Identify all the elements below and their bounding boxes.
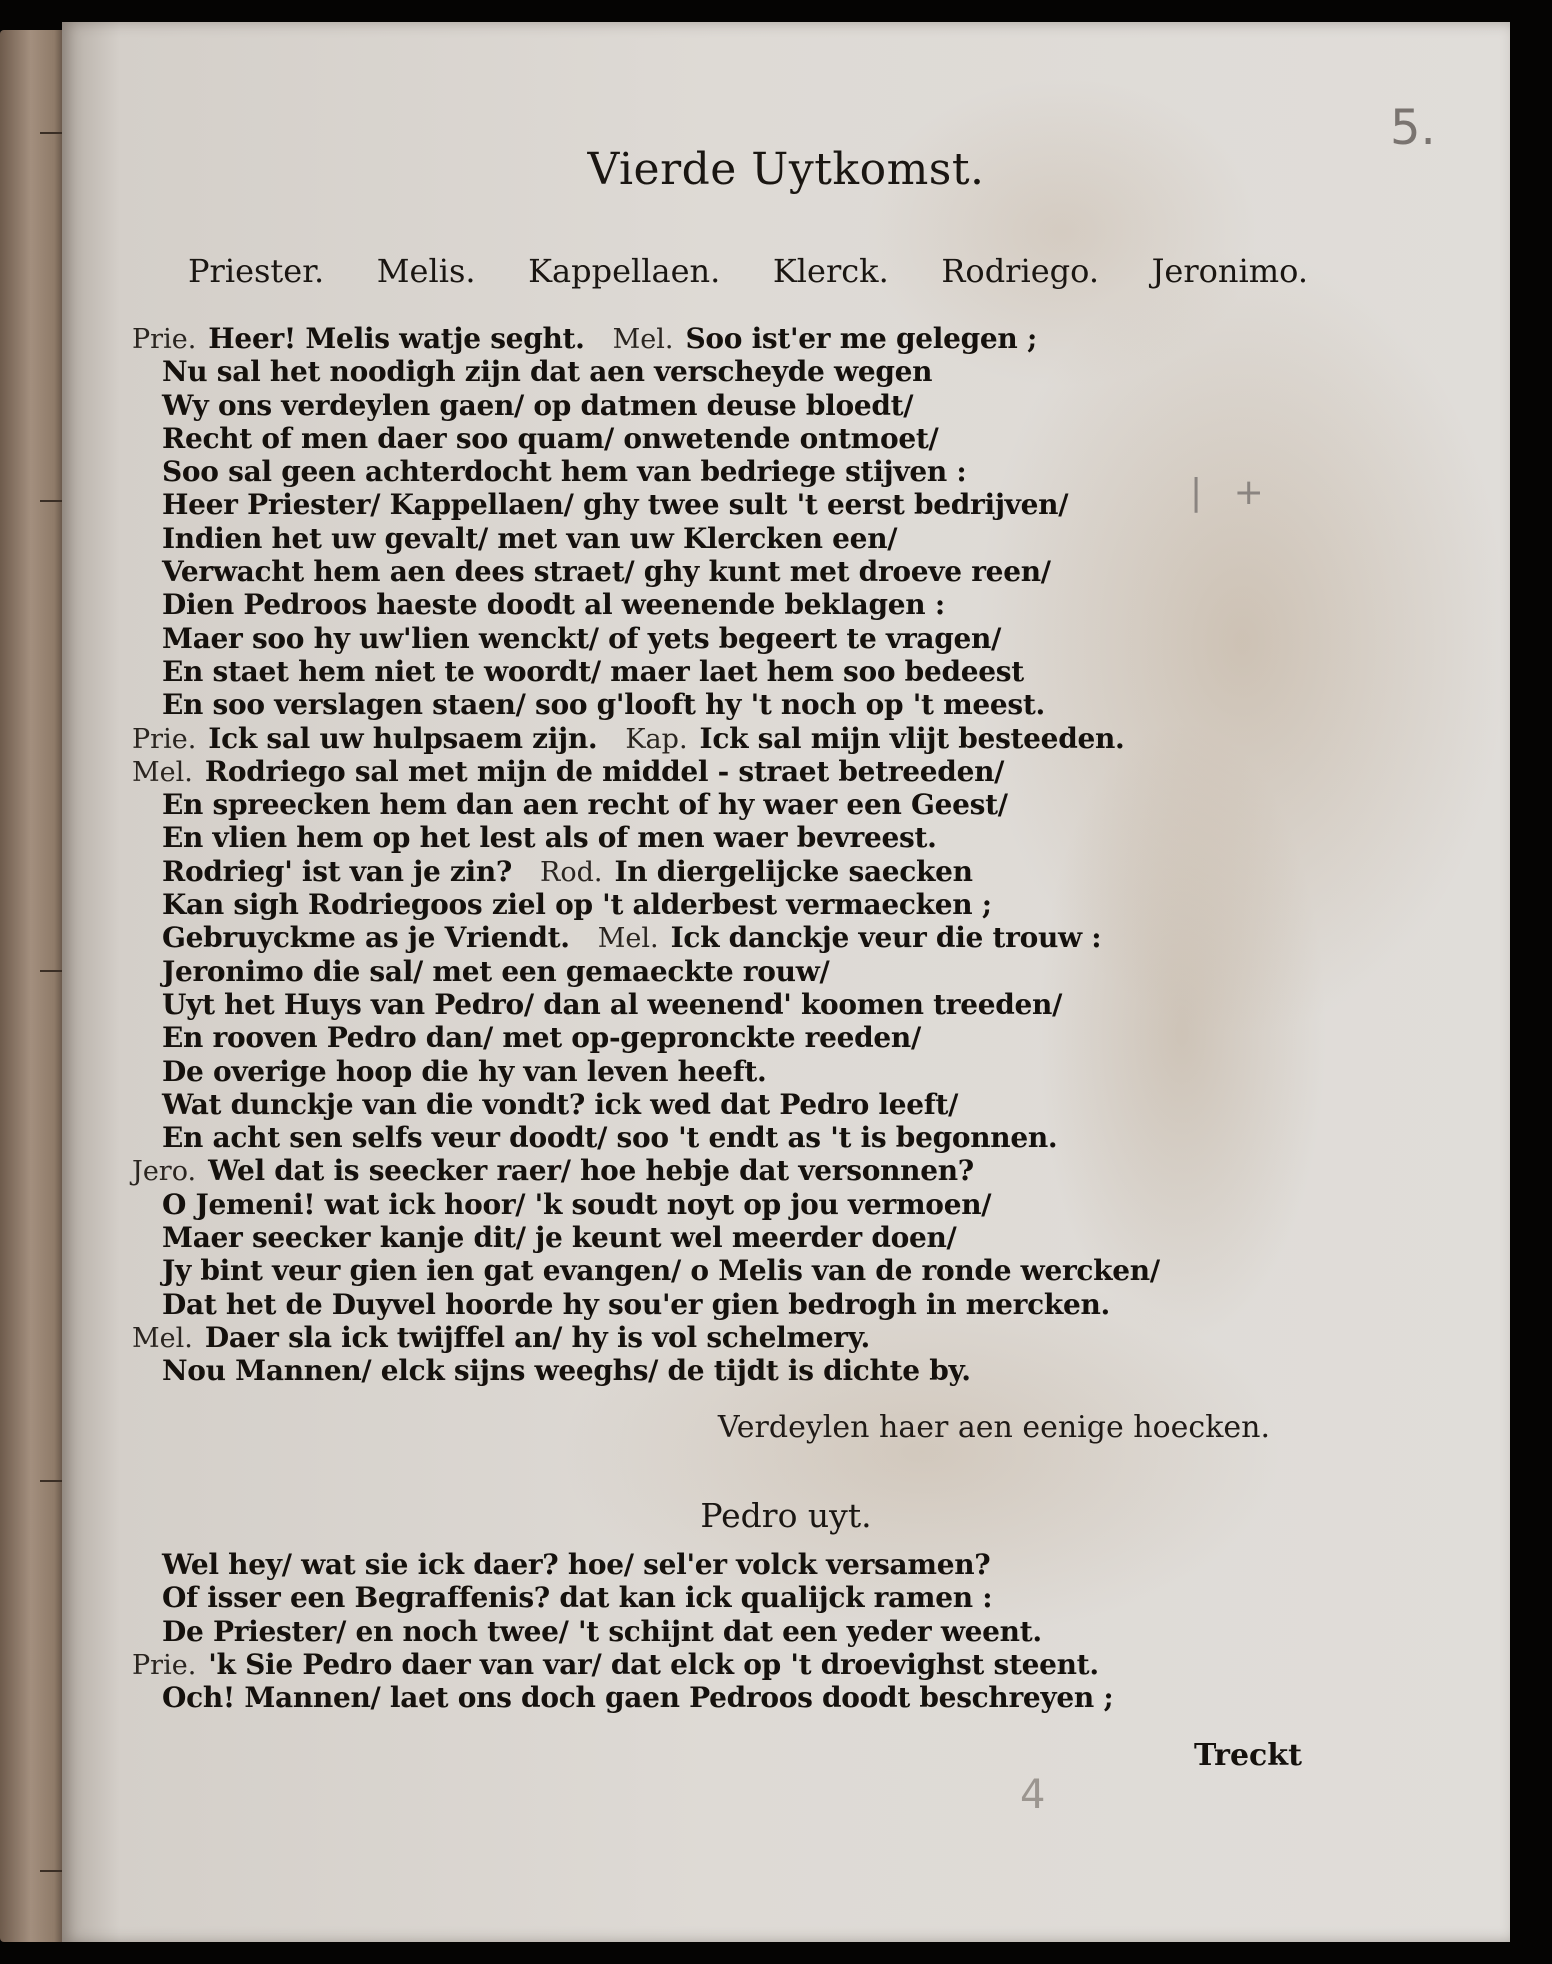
verse-text: 'k Sie Pedro daer van var/ dat elck op 't droevighst steent. bbox=[208, 1647, 1099, 1681]
verse-line bbox=[62, 921, 1510, 954]
cast-list bbox=[188, 252, 1308, 290]
verse-line bbox=[62, 1648, 1510, 1681]
verse-line bbox=[62, 422, 1510, 455]
verse-line bbox=[62, 1188, 1510, 1221]
speaker-label: Mel. bbox=[132, 756, 193, 788]
verse-line bbox=[62, 1681, 1510, 1714]
verse-text: Ick danckje veur die trouw : bbox=[670, 921, 1102, 955]
verse-text: Soo sal geen achterdocht hem van bedriege stijven : bbox=[162, 455, 967, 489]
speaker-label: Mel. bbox=[597, 923, 659, 955]
verse-text: Kan sigh Rodriegoos ziel op 't alderbest vermaecken ; bbox=[162, 888, 992, 922]
verse-line bbox=[62, 488, 1510, 521]
verse-text: En acht sen selfs veur doodt/ soo 't endt as 't is begonnen. bbox=[162, 1121, 1058, 1155]
verse-line bbox=[62, 855, 1510, 888]
verse-text: In diergelijcke saecken bbox=[614, 854, 973, 888]
verse-text: Verwacht hem aen dees straet/ ghy kunt met droeve reen/ bbox=[162, 555, 1051, 589]
verse-text: Ick sal mijn vlijt besteeden. bbox=[699, 721, 1125, 755]
verse-text: Maer soo hy uw'lien wenckt/ of yets begeert te vragen/ bbox=[162, 621, 1002, 655]
verse-line bbox=[62, 355, 1510, 388]
verse-text: Heer Priester/ Kappellaen/ ghy twee sult 't eerst bedrijven/ bbox=[162, 488, 1069, 522]
verse-text: En soo verslagen staen/ soo g'looft hy 't noch op 't meest. bbox=[162, 688, 1045, 722]
previous-page-edge bbox=[0, 30, 68, 1942]
verse-line bbox=[62, 688, 1510, 721]
cast-member: Jeronimo. bbox=[1151, 252, 1308, 290]
verse-line bbox=[62, 888, 1510, 921]
verse-text: En vlien hem op het lest als of men waer bevreest. bbox=[162, 821, 937, 855]
verse-line bbox=[62, 1154, 1510, 1187]
verse-text: Soo ist'er me gelegen ; bbox=[685, 322, 1037, 355]
verse-line bbox=[62, 1055, 1510, 1088]
catchword: Treckt bbox=[1194, 1738, 1302, 1773]
speaker-label: Jero. bbox=[132, 1156, 197, 1188]
verse-line bbox=[62, 821, 1510, 854]
verse-text: Of isser een Begraffenis? dat kan ick qualijck ramen : bbox=[162, 1581, 993, 1615]
verse-line bbox=[62, 1615, 1510, 1648]
verse-line bbox=[62, 1321, 1510, 1354]
book-page bbox=[62, 22, 1510, 1942]
verse-line bbox=[62, 955, 1510, 988]
verse-text: En staet hem niet te woordt/ maer laet hem soo bedeest bbox=[162, 654, 1024, 688]
verse-line bbox=[62, 1021, 1510, 1054]
speaker-label: Rod. bbox=[540, 856, 603, 888]
verse-line bbox=[62, 1088, 1510, 1121]
speaker-label: Mel. bbox=[612, 324, 674, 355]
verse-text: De overige hoop die hy van leven heeft. bbox=[162, 1054, 767, 1088]
verse-text: Gebruyckme as je Vriendt. bbox=[162, 921, 570, 955]
speaker-label: Prie. bbox=[132, 1649, 197, 1681]
verse-text: En spreecken hem dan aen recht of hy waer een Geest/ bbox=[162, 788, 1008, 822]
verse-text: Jeronimo die sal/ met een gemaeckte rouw/ bbox=[162, 954, 830, 988]
verse-text: Nu sal het noodigh zijn dat aen verscheyde wegen bbox=[162, 355, 933, 389]
verse-line bbox=[62, 1354, 1510, 1387]
scene-subheading: Pedro uyt. bbox=[700, 1496, 872, 1535]
verse-line bbox=[62, 1288, 1510, 1321]
speaker-label: Kap. bbox=[625, 723, 688, 755]
speaker-label: Prie. bbox=[132, 723, 197, 755]
cast-member: Kappellaen. bbox=[528, 252, 721, 290]
verse-text: Ick sal uw hulpsaem zijn. bbox=[208, 721, 598, 755]
verse-text: Heer! Melis watje seght. bbox=[208, 322, 585, 355]
verse-text: Recht of men daer soo quam/ onwetende ontmoet/ bbox=[162, 421, 939, 455]
verse-text: En rooven Pedro dan/ met op-gepronckte reeden/ bbox=[162, 1021, 921, 1055]
verse-text: Indien het uw gevalt/ met van uw Klercken een/ bbox=[162, 521, 898, 555]
cast-member: Klerck. bbox=[772, 252, 889, 290]
verse-line bbox=[62, 722, 1510, 755]
verse-line bbox=[62, 655, 1510, 688]
verse-text: Uyt het Huys van Pedro/ dan al weenend' koomen treeden/ bbox=[162, 987, 1063, 1021]
stage-direction: Verdeylen haer aen eenige hoecken. bbox=[717, 1410, 1270, 1445]
verse-line bbox=[62, 389, 1510, 422]
verse-text: Maer seecker kanje dit/ je keunt wel meerder doen/ bbox=[162, 1221, 957, 1255]
verse-line bbox=[62, 1254, 1510, 1287]
verse-text: Nou Mannen/ elck sijns weeghs/ de tijdt is dichte by. bbox=[162, 1354, 971, 1388]
verse-line bbox=[62, 1121, 1510, 1154]
verse-line bbox=[62, 322, 1510, 355]
verse-block-pedro bbox=[62, 1548, 1510, 1714]
verse-line bbox=[62, 622, 1510, 655]
verse-line bbox=[62, 588, 1510, 621]
bottom-pencil-mark: 4 bbox=[1020, 1772, 1046, 1818]
verse-text: O Jemeni! wat ick hoor/ 'k soudt noyt op jou vermoen/ bbox=[162, 1187, 992, 1221]
cast-member: Priester. bbox=[188, 252, 325, 290]
verse-text: Rodrieg' ist van je zin? bbox=[162, 854, 513, 888]
page-number: 5. bbox=[1390, 100, 1436, 156]
verse-line bbox=[62, 555, 1510, 588]
verse-line bbox=[62, 1548, 1510, 1581]
verse-text: Dien Pedroos haeste doodt al weenende beklagen : bbox=[162, 588, 945, 622]
verse-block-main bbox=[62, 322, 1510, 1388]
speaker-label: Prie. bbox=[132, 324, 197, 355]
verse-line bbox=[62, 988, 1510, 1021]
verse-line bbox=[62, 788, 1510, 821]
verse-text: Wel dat is seecker raer/ hoe hebje dat versonnen? bbox=[208, 1154, 974, 1188]
verse-text: Daer sla ick twijffel an/ hy is vol schelmery. bbox=[204, 1320, 870, 1354]
verse-text: Rodriego sal met mijn de middel - straet betreeden/ bbox=[204, 754, 1005, 788]
verse-text: Och! Mannen/ laet ons doch gaen Pedroos doodt beschreyen ; bbox=[162, 1681, 1114, 1715]
verse-line bbox=[62, 1221, 1510, 1254]
cast-member: Melis. bbox=[376, 252, 476, 290]
verse-text: Dat het de Duyvel hoorde hy sou'er gien bedrogh in mercken. bbox=[162, 1287, 1110, 1321]
verse-text: Wel hey/ wat sie ick daer? hoe/ sel'er volck versamen? bbox=[162, 1548, 991, 1581]
verse-text: De Priester/ en noch twee/ 't schijnt dat een yeder weent. bbox=[162, 1614, 1042, 1648]
scene-heading: Vierde Uytkomst. bbox=[587, 144, 985, 195]
verse-line bbox=[62, 755, 1510, 788]
verse-line bbox=[62, 522, 1510, 555]
verse-line bbox=[62, 1581, 1510, 1614]
verse-text: Jy bint veur gien ien gat evangen/ o Melis van de ronde wercken/ bbox=[162, 1254, 1160, 1288]
verse-text: Wy ons verdeylen gaen/ op datmen deuse bloedt/ bbox=[162, 388, 914, 422]
margin-pencil-note: | + bbox=[1190, 472, 1274, 513]
speaker-label: Mel. bbox=[132, 1322, 193, 1354]
verse-line bbox=[62, 455, 1510, 488]
cast-member: Rodriego. bbox=[941, 252, 1099, 290]
verse-text: Wat dunckje van die vondt? ick wed dat Pedro leeft/ bbox=[162, 1087, 959, 1121]
